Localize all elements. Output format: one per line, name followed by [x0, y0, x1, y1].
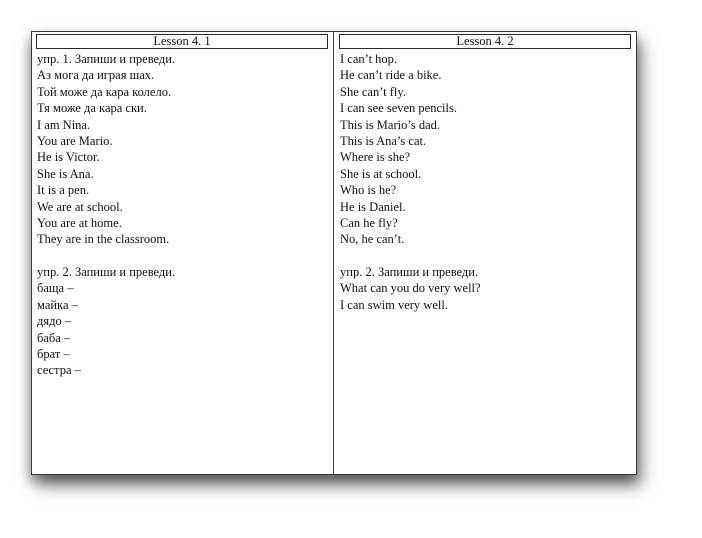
text-line: Can he fly?: [340, 215, 398, 230]
text-line: упр. 1. Запиши и преведи.: [37, 52, 176, 66]
text-line: баща –: [37, 281, 74, 296]
text-line: Тя може да кара ски.: [37, 101, 147, 116]
text-line: He is Daniel.: [340, 199, 406, 214]
lesson-header-right: Lesson 4. 2: [339, 34, 631, 49]
text-line: He can’t ride a bike.: [340, 68, 442, 83]
text-line: Аз мога да играя шах.: [37, 68, 155, 83]
worksheet-page: [31, 31, 637, 475]
text-line: They are in the classroom.: [37, 232, 170, 247]
text-line: You are Mario.: [37, 133, 113, 148]
lesson-header-left: Lesson 4. 1: [36, 34, 328, 49]
lesson-lines-left: [37, 51, 175, 379]
text-line: упр. 2. Запиши и преведи.: [37, 265, 176, 280]
text-line: It is a pen.: [37, 183, 90, 198]
text-line: Who is he?: [340, 183, 397, 198]
text-line: Where is she?: [340, 150, 411, 165]
text-line: This is Mario’s dad.: [340, 117, 440, 132]
text-line: [340, 248, 481, 264]
text-line: сестра –: [37, 363, 81, 378]
text-line: She is Ana.: [37, 166, 94, 181]
lesson-lines-right: [340, 51, 481, 313]
text-line: This is Ana’s cat.: [340, 133, 427, 148]
text-line: No, he can’t.: [340, 232, 405, 247]
text-line: упр. 2. Запиши и преведи.: [340, 265, 479, 280]
text-line: He is Victor.: [37, 150, 100, 165]
text-line: I am Nina.: [37, 117, 91, 132]
text-line: майка –: [37, 297, 78, 312]
lesson-column-left: [32, 32, 334, 474]
text-line: Той може да кара колело.: [37, 84, 172, 99]
text-line: We are at school.: [37, 199, 123, 214]
text-line: She can’t fly.: [340, 84, 406, 99]
text-line: What can you do very well?: [340, 281, 481, 296]
text-line: You are at home.: [37, 215, 122, 230]
text-line: I can see seven pencils.: [340, 101, 457, 116]
text-line: I can swim very well.: [340, 297, 448, 312]
text-line: She is at school.: [340, 166, 422, 181]
text-line: [37, 248, 175, 264]
lesson-column-right: [334, 32, 636, 474]
text-line: I can’t hop.: [340, 52, 398, 66]
text-line: баба –: [37, 330, 71, 345]
text-line: брат –: [37, 347, 70, 362]
text-line: дядо –: [37, 314, 72, 329]
